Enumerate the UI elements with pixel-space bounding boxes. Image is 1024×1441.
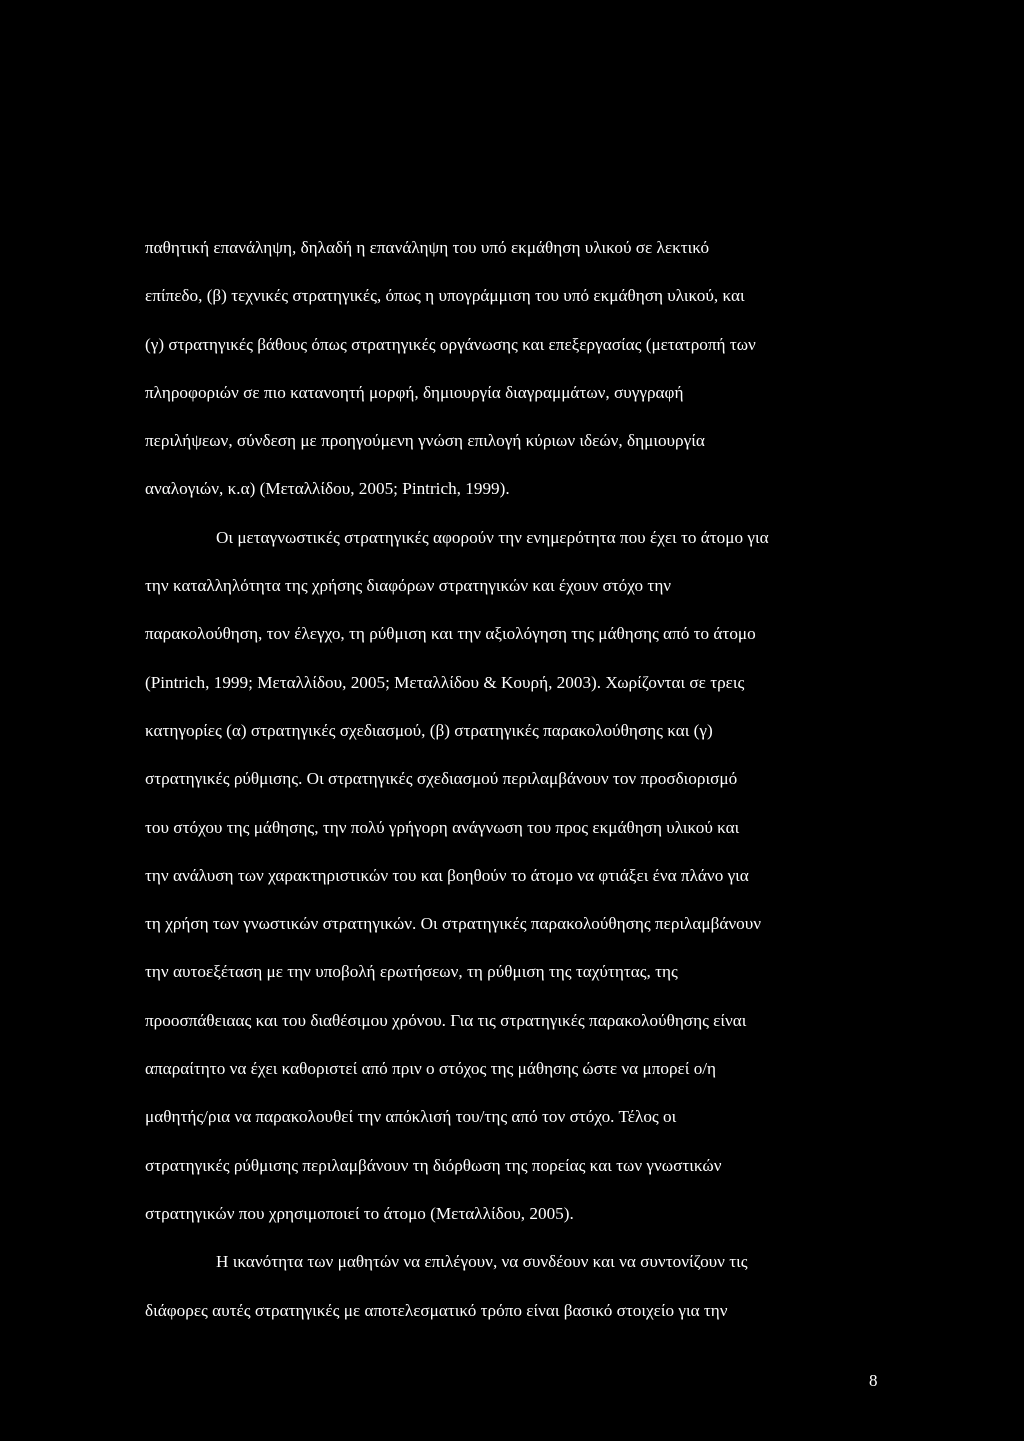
text-line: περιλήψεων, σύνδεση με προηγούμενη γνώση επιλογή κύριων ιδεών, δημιουργία — [145, 431, 705, 451]
document-body — [145, 224, 882, 1335]
page-number: 8 — [869, 1371, 878, 1390]
paragraph-2 — [145, 514, 882, 1238]
text-line: τη χρήση των γνωστικών στρατηγικών. Οι στρατηγικές παρακολούθησης περιλαμβάνουν — [145, 914, 762, 934]
text-line: στρατηγικές ρύθμισης περιλαμβάνουν τη διόρθωση της πορείας και των γνωστικών — [145, 1155, 722, 1175]
paragraph-3 — [145, 1238, 882, 1335]
text-line: Η ικανότητα των μαθητών να επιλέγουν, να συνδέουν και να συντονίζουν τις — [216, 1252, 748, 1272]
text-line: στρατηγικών που χρησιμοποιεί το άτομο (Μεταλλίδου, 2005). — [145, 1203, 574, 1223]
text-line: προοσπάθειαας και του διαθέσιμου χρόνου. Για τις στρατηγικές παρακολούθησης είναι — [145, 1010, 747, 1030]
text-line: στρατηγικές ρύθμισης. Οι στρατηγικές σχεδιασμού περιλαμβάνουν τον προσδιορισμό — [145, 769, 738, 789]
text-line: παθητική επανάληψη, δηλαδή η επανάληψη του υπό εκμάθηση υλικού σε λεκτικό — [145, 238, 710, 257]
text-line: (γ) στρατηγικές βάθους όπως στρατηγικές οργάνωσης και επεξεργασίας (μετατροπή των — [145, 334, 756, 354]
text-line: αναλογιών, κ.α) (Μεταλλίδου, 2005; Pintrich, 1999). — [145, 479, 510, 499]
text-line: την αυτοεξέταση με την υποβολή ερωτήσεων, τη ρύθμιση της ταχύτητας, της — [145, 962, 678, 982]
paragraph-1 — [145, 224, 882, 514]
text-line: την καταλληλότητα της χρήσης διαφόρων στρατηγικών και έχουν στόχο την — [145, 576, 672, 596]
text-line: διάφορες αυτές στρατηγικές με αποτελεσματικό τρόπο είναι βασικό στοιχείο για την — [145, 1300, 728, 1320]
text-line: Οι μεταγνωστικές στρατηγικές αφορούν την ενημερότητα που έχει το άτομο για — [216, 527, 769, 547]
text-line: του στόχου της μάθησης, την πολύ γρήγορη ανάγνωση του προς εκμάθηση υλικού και — [145, 817, 740, 837]
text-line: πληροφοριών σε πιο κατανοητή μορφή, δημιουργία διαγραμμάτων, συγγραφή — [145, 382, 684, 402]
text-line: απαραίτητο να έχει καθοριστεί από πριν ο στόχος της μάθησης ώστε να μπορεί ο/η — [145, 1059, 717, 1079]
text-line: την ανάλυση των χαρακτηριστικών του και βοηθούν το άτομο να φτιάξει ένα πλάνο για — [145, 865, 749, 885]
text-line: επίπεδο, (β) τεχνικές στρατηγικές, όπως η υπογράμμιση του υπό εκμάθηση υλικού, και — [145, 286, 745, 306]
text-line: κατηγορίες (α) στρατηγικές σχεδιασμού, (β) στρατηγικές παρακολούθησης και (γ) — [145, 720, 713, 740]
text-line: παρακολούθηση, τον έλεγχο, τη ρύθμιση και την αξιολόγηση της μάθησης από το άτομο — [145, 624, 756, 644]
text-line: (Pintrich, 1999; Μεταλλίδου, 2005; Μεταλλίδου & Κουρή, 2003). Χωρίζονται σε τρεις — [145, 672, 745, 692]
text-line: μαθητής/ρια να παρακολουθεί την απόκλισή του/της από τον στόχο. Τέλος οι — [145, 1107, 677, 1127]
